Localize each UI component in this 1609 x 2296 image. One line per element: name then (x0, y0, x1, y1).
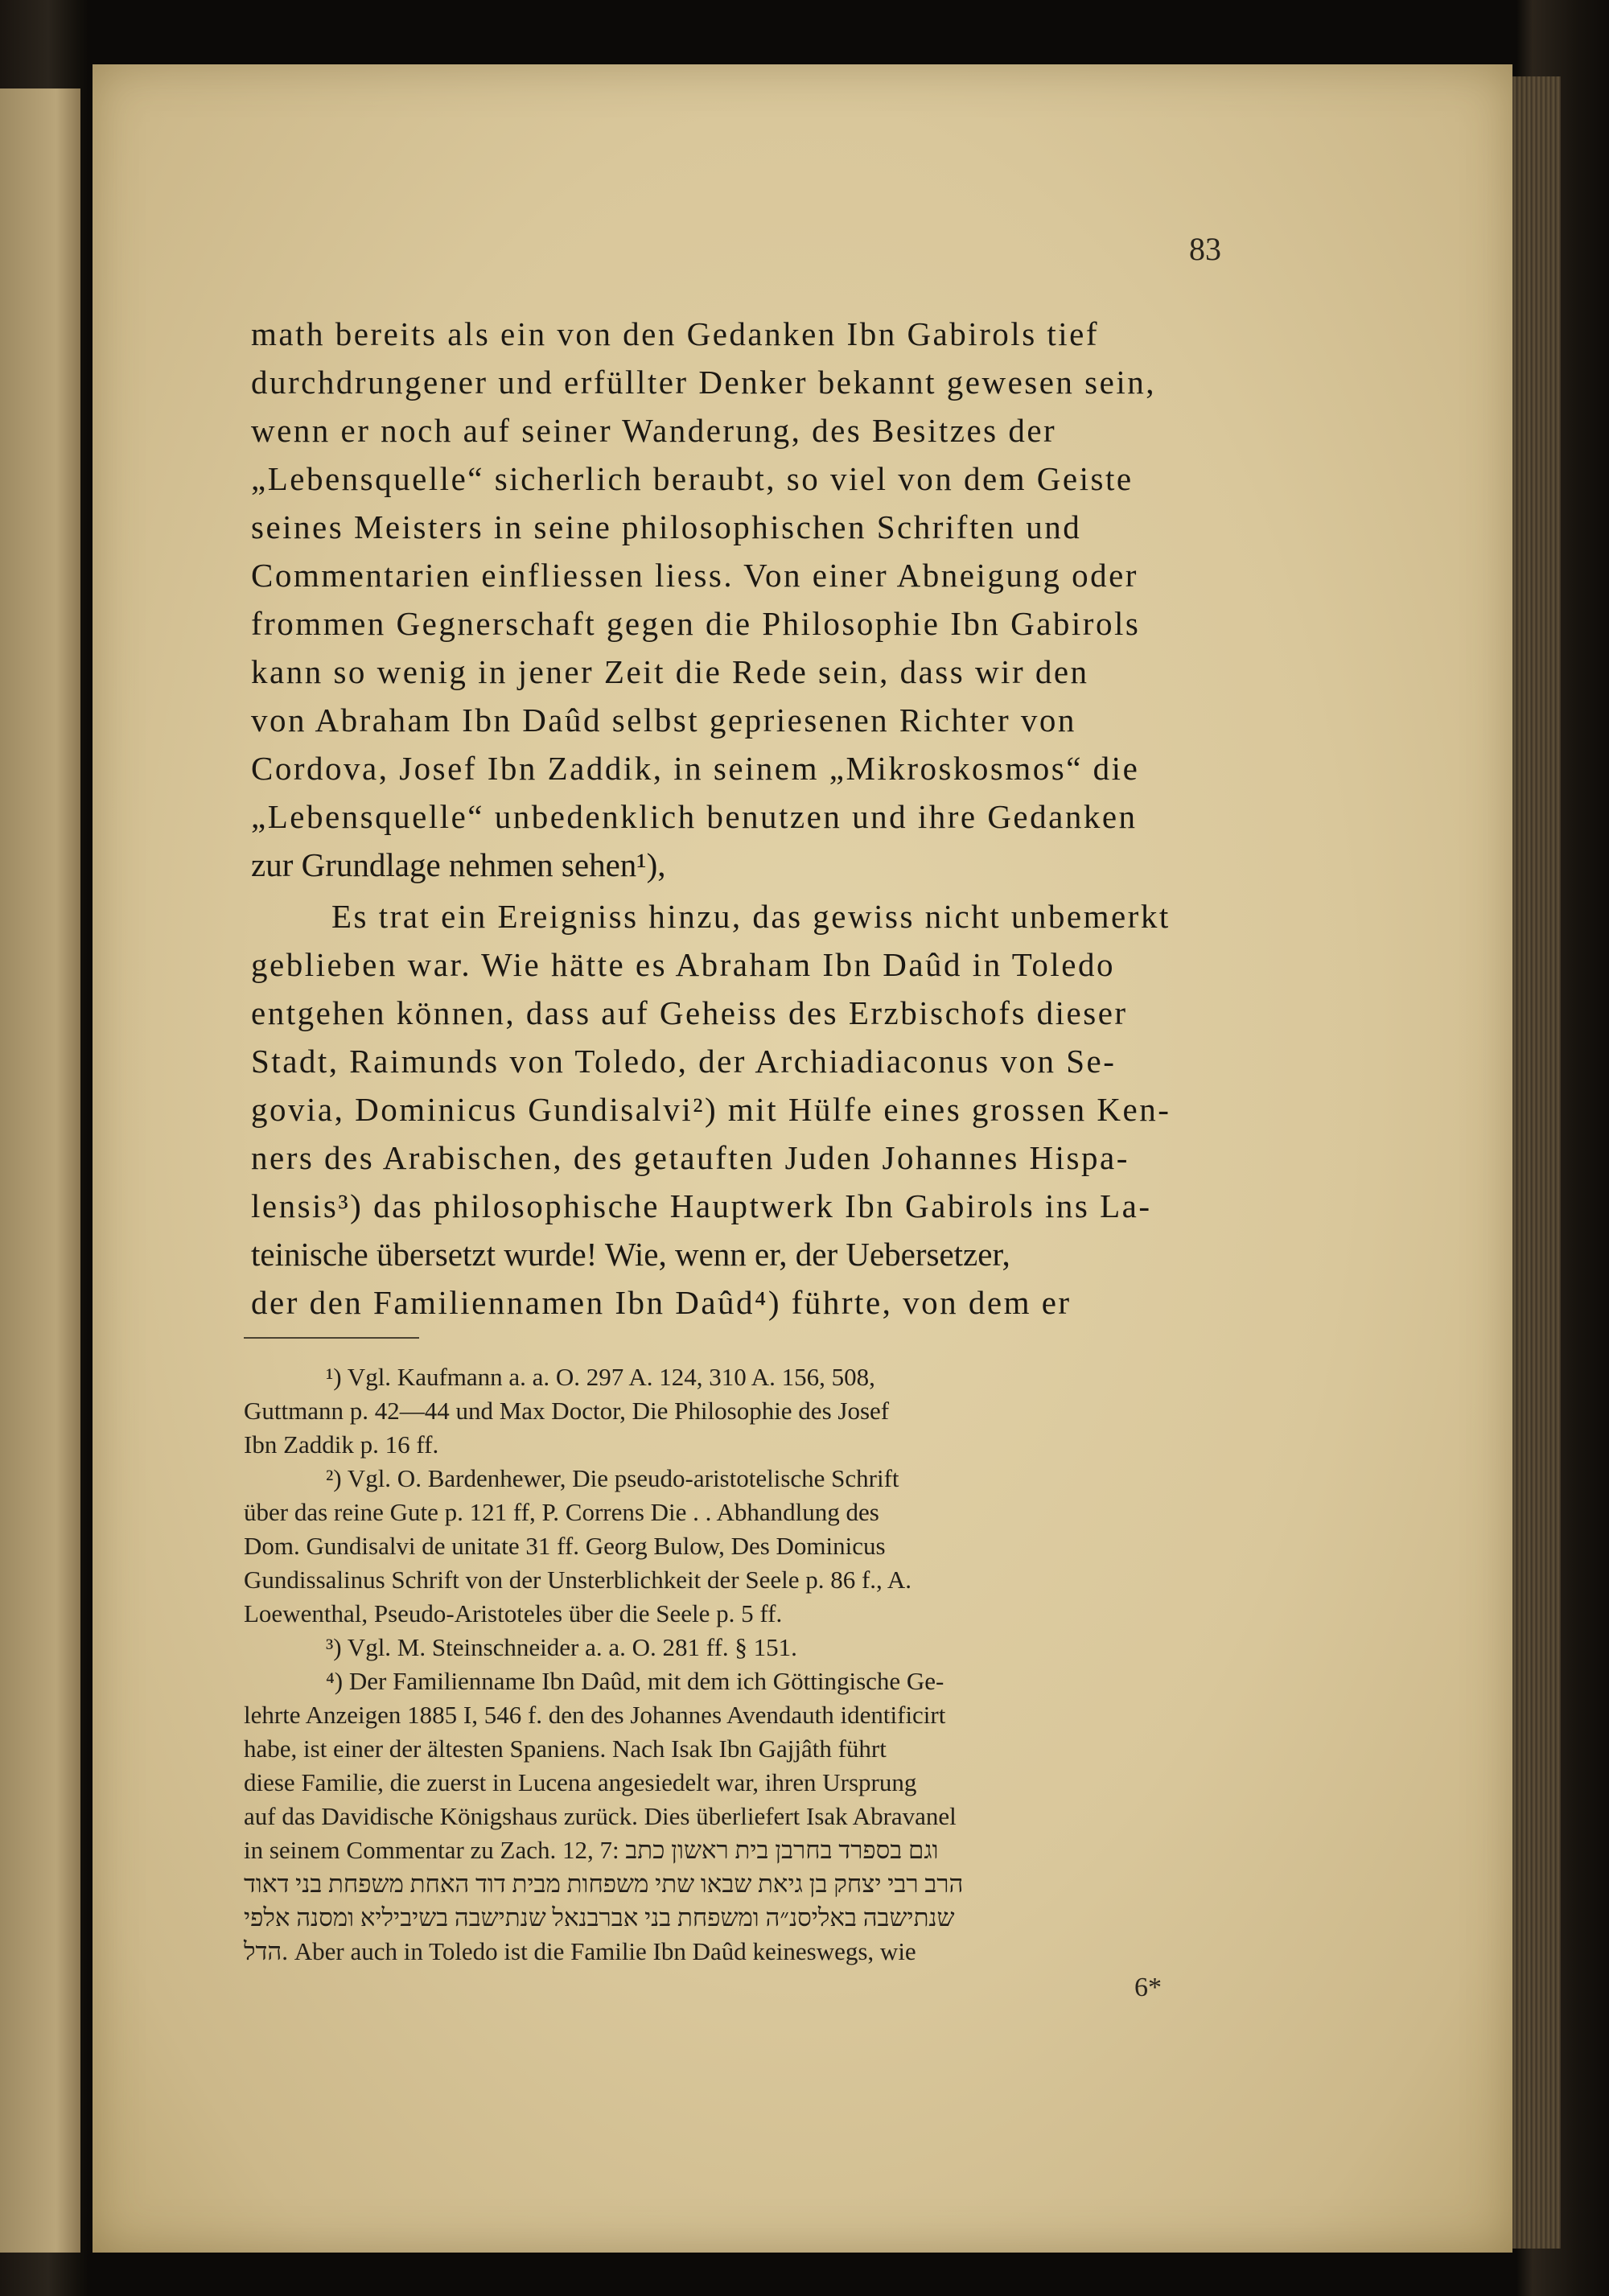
body-line: Es trat ein Ereigniss hinzu, das gewiss nicht unbemerkt (331, 898, 1171, 935)
footnote-line: diese Familie, die zuerst in Lucena angesiedelt war, ihren Ursprung (244, 1768, 917, 1796)
body-line: wenn er noch auf seiner Wanderung, des Besitzes der (251, 412, 1057, 449)
footnote-separator (244, 1337, 419, 1339)
body-line: math bereits als ein von den Gedanken Ibn Gabirols tief (251, 315, 1100, 352)
body-line: lensis³) das philosophische Hauptwerk Ibn Gabirols ins La- (251, 1187, 1152, 1224)
footnote-line: Loewenthal, Pseudo-Aristoteles über die Seele p. 5 ff. (244, 1599, 783, 1627)
footnote-line: Gundissalinus Schrift von der Unsterblichkeit der Seele p. 86 f., A. (244, 1566, 911, 1594)
signature-mark: 6* (1134, 1973, 1162, 2002)
body-line: „Lebensquelle“ sicherlich beraubt, so viel von dem Geiste (251, 460, 1134, 497)
footnote-line: שנתישבה באליסנ״ה ומשפחת בני אברבנאל שנתישבה בשיביליא ומסנה אלפי (244, 1903, 955, 1932)
footnote-line: lehrte Anzeigen 1885 I, 546 f. den des Johannes Avendauth identificirt (244, 1701, 946, 1729)
footnote-line: über das reine Gute p. 121 ff, P. Correns Die . . Abhandlung des (244, 1498, 879, 1526)
body-line: der den Familiennamen Ibn Daûd⁴) führte, von dem er (251, 1284, 1072, 1321)
body-line: „Lebensquelle“ unbedenklich benutzen und ihre Gedanken (251, 798, 1138, 835)
footnote-line: ²) Vgl. O. Bardenhewer, Die pseudo-aristotelische Schrift (326, 1464, 899, 1492)
footnote-line: Guttmann p. 42—44 und Max Doctor, Die Philosophie des Josef (244, 1397, 890, 1425)
footnote-line: הדל. Aber auch in Toledo ist die Familie Ibn Daûd keineswegs, wie (244, 1937, 916, 1965)
footnote-line: ³) Vgl. M. Steinschneider a. a. O. 281 ff. § 151. (326, 1633, 797, 1661)
facing-page-edge (0, 88, 80, 2253)
footnote-line: auf das Davidische Königshaus zurück. Dies überliefert Isak Abravanel (244, 1802, 957, 1830)
footnote-line: Ibn Zaddik p. 16 ff. (244, 1430, 439, 1459)
body-line: entgehen können, dass auf Geheiss des Erzbischofs dieser (251, 994, 1128, 1031)
body-line: zur Grundlage nehmen sehen¹), (251, 846, 666, 883)
page-number: 83 (1189, 231, 1221, 267)
body-line: ners des Arabischen, des getauften Juden Johannes Hispa- (251, 1139, 1130, 1176)
footnote-line: Dom. Gundisalvi de unitate 31 ff. Georg Bulow, Des Dominicus (244, 1532, 886, 1560)
page-stack-edge (1512, 76, 1561, 2249)
body-line: durchdrungener und erfüllter Denker bekannt gewesen sein, (251, 364, 1156, 401)
body-line: seines Meisters in seine philosophischen Schriften und (251, 508, 1082, 545)
body-line: Cordova, Josef Ibn Zaddik, in seinem „Mikroskosmos“ die (251, 750, 1140, 787)
footnote-line: in seinem Commentar zu Zach. 12, 7: וגם בספרד בחרבן בית ראשון כתב (244, 1836, 939, 1864)
footnote-line: הרב רבי יצחק בן גיאת שבאו שתי משפחות מבית דוד האחת משפחת בני דאוד (244, 1870, 964, 1898)
footnote-line: habe, ist einer der ältesten Spaniens. Nach Isak Ibn Gajjâth führt (244, 1734, 887, 1763)
body-line: kann so wenig in jener Zeit die Rede sein, dass wir den (251, 653, 1089, 690)
body-line: geblieben war. Wie hätte es Abraham Ibn Daûd in Toledo (251, 946, 1115, 983)
footnote-line: ¹) Vgl. Kaufmann a. a. O. 297 A. 124, 310 A. 156, 508, (326, 1363, 875, 1391)
body-line: teinische übersetzt wurde! Wie, wenn er, der Uebersetzer, (251, 1236, 1010, 1273)
footnote-line: ⁴) Der Familienname Ibn Daûd, mit dem ich Göttingische Ge- (326, 1667, 944, 1695)
body-line: von Abraham Ibn Daûd selbst gepriesenen Richter von (251, 702, 1076, 739)
body-line: Commentarien einfliessen liess. Von einer Abneigung oder (251, 557, 1138, 594)
body-line: Stadt, Raimunds von Toledo, der Archiadiaconus von Se- (251, 1043, 1117, 1080)
body-line: frommen Gegnerschaft gegen die Philosophie Ibn Gabirols (251, 605, 1141, 642)
body-line: govia, Dominicus Gundisalvi²) mit Hülfe eines grossen Ken- (251, 1091, 1171, 1128)
